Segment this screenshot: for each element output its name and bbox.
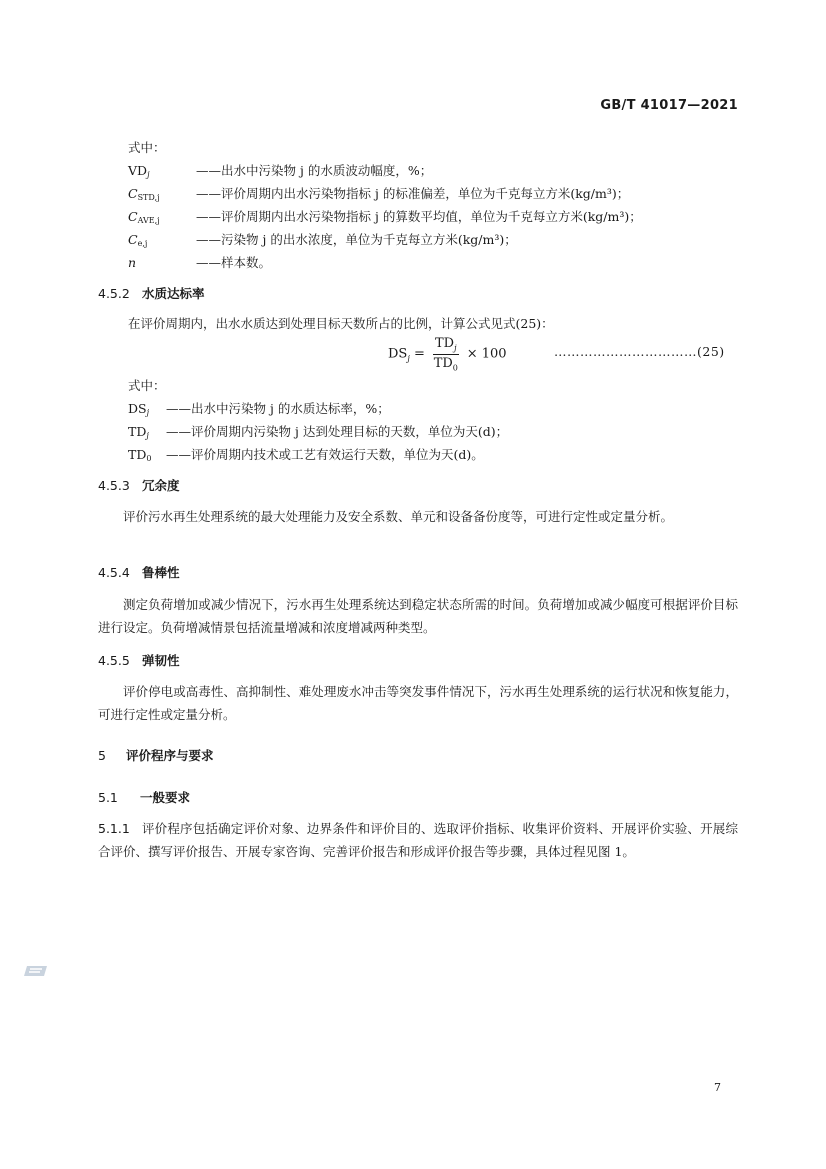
fraction: $\frac{TD_j}{TD_0}$ bbox=[433, 336, 458, 373]
equation-number: ……………………………(25) bbox=[554, 344, 725, 359]
publisher-logo-watermark bbox=[24, 962, 50, 980]
section-heading-4-5-4: 4.5.4 鲁棒性 bbox=[98, 565, 180, 580]
section-heading-4-5-5: 4.5.5 弹韧性 bbox=[98, 653, 180, 668]
where-label: 式中： bbox=[128, 140, 166, 155]
section-body: 评价停电或高毒性、高抑制性、难处理废水冲击等突发事件情况下，污水再生处理系统的运行状况和恢复能力，可进行定性或定量分析。 bbox=[98, 684, 738, 722]
clause-5-1-1: 5.1.1 评价程序包括确定评价对象、边界条件和评价目的、选取评价指标、收集评价资料、开展评价实验、开展综合评价、撰写评价报告、开展专家咨询、完善评价报告和形成评价报告等步骤，具体过程见图 1。 bbox=[98, 821, 738, 859]
where-item: $C_{e,j}$ ——污染物 j 的出水浓度，单位为千克每立方米(kg/m³)； bbox=[128, 232, 517, 248]
where-item: $VD_j$ ——出水中污染物 j 的水质波动幅度，%； bbox=[128, 163, 433, 179]
where-item: n ——样本数。 bbox=[128, 255, 272, 270]
where-item: $DS_j$ ——出水中污染物 j 的水质达标率，%； bbox=[128, 401, 390, 417]
section-body: 测定负荷增加或减少情况下，污水再生处理系统达到稳定状态所需的时间。负荷增加或减少幅度可根据评价目标进行设定。负荷增减情景包括流量增减和浓度增减两种类型。 bbox=[98, 597, 738, 635]
section-intro: 在评价周期内，出水水质达到处理目标天数所占的比例，计算公式见式(25)： bbox=[128, 316, 554, 331]
standard-code: GB/T 41017—2021 bbox=[600, 98, 738, 113]
section-heading-5-1: 5.1 一般要求 bbox=[98, 790, 191, 805]
section-heading-4-5-2: 4.5.2 水质达标率 bbox=[98, 286, 205, 301]
section-heading-4-5-3: 4.5.3 冗余度 bbox=[98, 478, 180, 493]
section-body: 评价污水再生处理系统的最大处理能力及安全系数、单元和设备备份度等，可进行定性或定量分析。 bbox=[123, 509, 674, 524]
where-label: 式中： bbox=[128, 378, 166, 393]
where-item: $C_{AVE,j}$ ——评价周期内出水污染物指标 j 的算数平均值，单位为千克每立方米(kg/m³)； bbox=[128, 209, 642, 225]
where-item: $TD_0$ ——评价周期内技术或工艺有效运行天数，单位为天(d)。 bbox=[128, 447, 484, 463]
chapter-heading-5: 5 评价程序与要求 bbox=[98, 748, 214, 763]
page-number: 7 bbox=[714, 1081, 721, 1094]
where-item: $C_{STD,j}$ ——评价周期内出水污染物指标 j 的标准偏差，单位为千克每立方米(kg/m³)； bbox=[128, 186, 630, 202]
formula-25: $DS_j$ = $\frac{TD_j}{TD_0}$ × 100 bbox=[388, 336, 507, 373]
where-item: $TD_j$ ——评价周期内污染物 j 达到处理目标的天数，单位为天(d)； bbox=[128, 424, 509, 440]
